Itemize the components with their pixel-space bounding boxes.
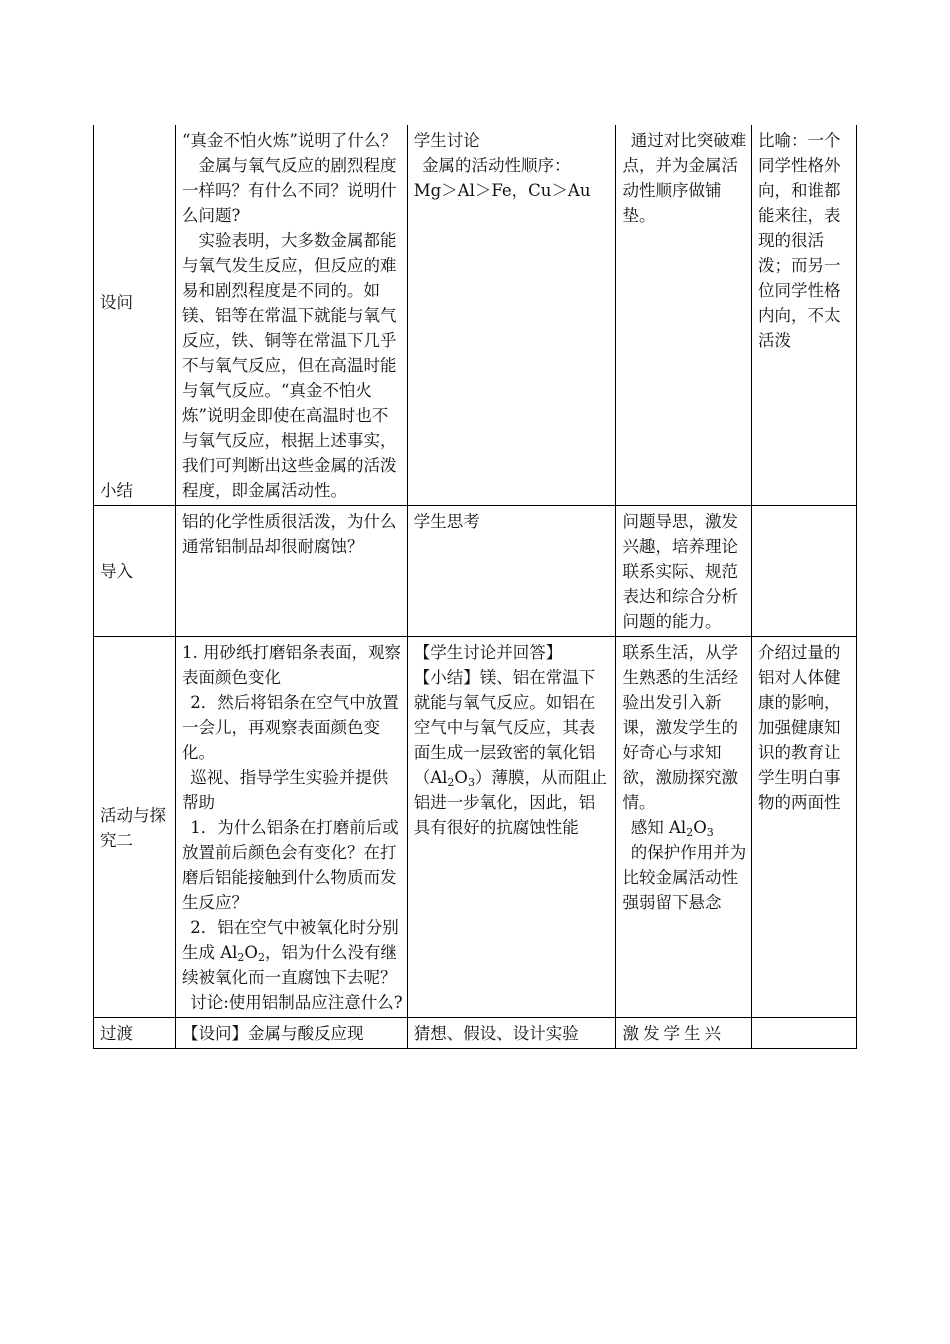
teacher-activity-cell <box>175 1018 407 1049</box>
note-cell <box>752 506 857 637</box>
stage-label-transition: 过渡 <box>100 1024 133 1043</box>
lesson-plan-table <box>93 125 857 1049</box>
stage-cell <box>94 125 176 506</box>
stage-cell <box>94 1018 176 1049</box>
table-row <box>94 637 857 1018</box>
teacher-activity-cell <box>175 125 407 506</box>
intent-text: 的保护作用并为比较金属活动性强弱留下悬念 <box>622 843 747 912</box>
student-text: 学生讨论 <box>413 131 480 150</box>
stage-label-summary: 小结 <box>100 481 133 500</box>
table-row <box>94 506 857 637</box>
note-text: 比喻：一个同学性格外向，和谁都能来往，表现的很活泼；而另一位同学性格内向，不太活泼 <box>758 131 841 350</box>
student-text: 学生思考 <box>413 512 480 531</box>
student-text: 金属的活动性顺序： <box>421 156 571 175</box>
note-cell <box>752 1018 857 1049</box>
stage-label-question: 设问 <box>100 293 133 312</box>
intent-text: 激发学生兴 <box>622 1024 725 1043</box>
student-activity-cell <box>407 125 616 506</box>
teacher-text: 【设问】金属与酸反应现 <box>181 1024 364 1043</box>
note-cell <box>752 637 857 1018</box>
intent-text: 感知 $Al_2O_3$ <box>630 818 714 839</box>
table-row <box>94 1018 857 1049</box>
student-text: 【学生讨论并回答】 <box>413 643 563 662</box>
teacher-text: 讨论:使用铝制品应注意什么? <box>190 993 403 1012</box>
note-text: 介绍过量的铝对人体健康的影响，加强健康知识的教育让学生明白事物的两面性 <box>758 643 841 812</box>
student-activity-cell <box>407 506 616 637</box>
teacher-text: 2．铝在空气中被氧化时分别生成 $Al_2O_2$，铝为什么没有继续被氧化而一直腐蚀下去呢？ <box>181 918 399 987</box>
design-intent-cell <box>616 1018 752 1049</box>
design-intent-cell <box>616 637 752 1018</box>
stage-cell <box>94 637 176 1018</box>
table-row <box>94 125 857 506</box>
activity-series-text: Mg＞Al＞Fe，Cu＞Au <box>413 181 591 200</box>
teacher-text: 实验表明，大多数金属都能与氧气发生反应，但反应的难易和剧烈程度是不同的。如镁、铝等在常温下就能与氧气反应，铁、铜等在常温下几乎不与氧气反应，但在高温时能与氧气反应。“真金不怕火炼”说明金即使在高温时也不与氧气反应，根据上述事实，我们可判断出这些金属的活泼程度，即金属活动性。 <box>181 231 397 500</box>
student-activity-cell <box>407 1018 616 1049</box>
intent-text: 通过对比突破难点，并为金属活动性顺序做铺垫。 <box>622 131 747 225</box>
teacher-activity-cell <box>175 506 407 637</box>
design-intent-cell <box>616 506 752 637</box>
teacher-text: “真金不怕火炼”说明了什么？ <box>181 131 397 150</box>
teacher-text: 金属与氧气反应的剧烈程度一样吗？有什么不同？说明什么问题? <box>181 156 397 225</box>
student-activity-cell <box>407 637 616 1018</box>
teacher-activity-cell <box>175 637 407 1018</box>
teacher-text: 巡视、指导学生实验并提供帮助 <box>181 768 389 812</box>
teacher-text: 1. 用砂纸打磨铝条表面，观察表面颜色变化 <box>181 643 401 687</box>
stage-cell <box>94 506 176 637</box>
design-intent-cell <box>616 125 752 506</box>
stage-label-activity: 活动与探究二 <box>100 805 166 850</box>
stage-label-intro: 导入 <box>100 562 133 581</box>
intent-text: 问题导思，激发兴趣，培养理论联系实际、规范表达和综合分析问题的能力。 <box>622 512 738 631</box>
note-cell <box>752 125 857 506</box>
intent-text: 联系生活，从学生熟悉的生活经验出发引入新课，激发学生的好奇心与求知欲，激励探究激情。 <box>622 643 738 812</box>
teacher-text: 1．为什么铝条在打磨前后或放置前后颜色会有变化？在打磨后铝能接触到什么物质而发生反应？ <box>181 818 399 912</box>
student-text: 猜想、假设、设计实验 <box>413 1024 579 1043</box>
student-text: 【小结】镁、铝在常温下就能与氧气反应。如铝在空气中与氧气反应，其表面生成一层致密的氧化铝$(Al_2O_3)$薄膜，从而阻止铝进一步氧化，因此，铝具有很好的抗腐蚀性能 <box>413 668 607 837</box>
teacher-text: 铝的化学性质很活泼，为什么通常铝制品却很耐腐蚀？ <box>181 512 397 556</box>
teacher-text: 2．然后将铝条在空气中放置一会儿，再观察表面颜色变化。 <box>181 693 399 762</box>
